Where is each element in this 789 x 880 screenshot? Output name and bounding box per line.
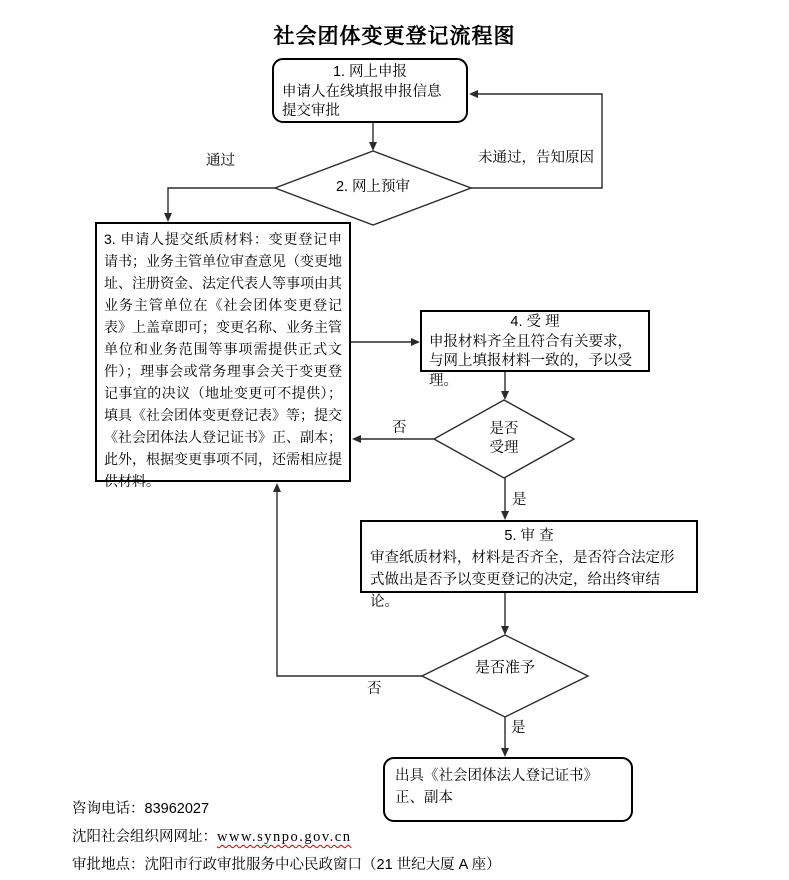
decision-accept-label-line2: 受理	[489, 440, 519, 456]
edge-label-approve-no: 否	[367, 681, 382, 697]
node-online-declaration-title: 1. 网上申报	[332, 64, 408, 80]
page-title: 社会团体变更登记流程图	[273, 25, 516, 49]
decision-online-preview-label: 2. 网上预审	[335, 179, 411, 195]
decision-approve-shape	[422, 635, 588, 717]
decision-accept-label-line1: 是否	[489, 421, 519, 437]
footer-phone-label: 咨询电话：	[72, 801, 145, 817]
edge-preview-pass-to-step3	[168, 188, 275, 214]
footer-location-label: 审批地点：	[72, 857, 145, 873]
node-acceptance	[420, 310, 650, 389]
edge-label-approve-yes: 是	[511, 720, 526, 736]
footer-location-line	[72, 853, 501, 874]
footer-location-value: 沈阳市行政审批服务中心民政窗口（21 世纪大厦 A 座）	[144, 857, 501, 873]
footer-website-line	[72, 825, 352, 846]
node-review-body: 审查纸质材料，材料是否齐全，是否符合法定形式做出是否予以变更登记的决定，给出终审结论。	[370, 550, 675, 610]
footer-website-url: www.synpo.gov.cn	[217, 829, 352, 845]
edge-label-accept-no: 否	[392, 420, 407, 436]
edge-preview-fail-to-step1	[471, 94, 602, 188]
footer-website-label: 沈阳社会组织网网址：	[72, 829, 217, 845]
node-submit-paper-materials: 3. 申请人提交纸质材料：变更登记申请书；业务主管单位审查意见（变更地址、注册资金、法定代表人等事项由其业务主管单位在《社会团体变更登记表》上盖章即可；变更名称、业务主管单位和业务范围等事项需提供正式文件）；理事会或常务理事会关于变更登记事宜的决议（地址变更可不提供）；填具《社会团体变更登记表》等；提交《社会团体法人登记证书》正、副本；此外，根据变更事项不同，还需相应提供材料。	[95, 222, 351, 482]
node-review	[360, 520, 698, 610]
edge-label-fail: 未通过，告知原因	[478, 150, 594, 166]
footer-phone-value: 83962027	[144, 801, 210, 817]
node-acceptance-title: 4. 受 理	[510, 314, 560, 330]
edge-label-accept-yes: 是	[512, 492, 527, 508]
node-online-declaration	[272, 58, 468, 123]
node-online-declaration-line3: 提交审批	[282, 103, 340, 119]
edge-label-pass: 通过	[206, 153, 235, 169]
decision-approve-label: 是否准予	[474, 659, 535, 676]
node-acceptance-body: 申报材料齐全且符合有关要求，与网上填报材料一致的，予以受理。	[429, 333, 632, 389]
node-review-title: 5. 审 查	[504, 528, 554, 544]
node-issue-certificate: 出具《社会团体法人登记证书》正、副本	[383, 757, 633, 822]
node-online-declaration-line2: 申请人在线填报申报信息	[282, 83, 442, 100]
decision-accept-label	[454, 420, 554, 458]
footer-phone-line	[72, 797, 209, 818]
